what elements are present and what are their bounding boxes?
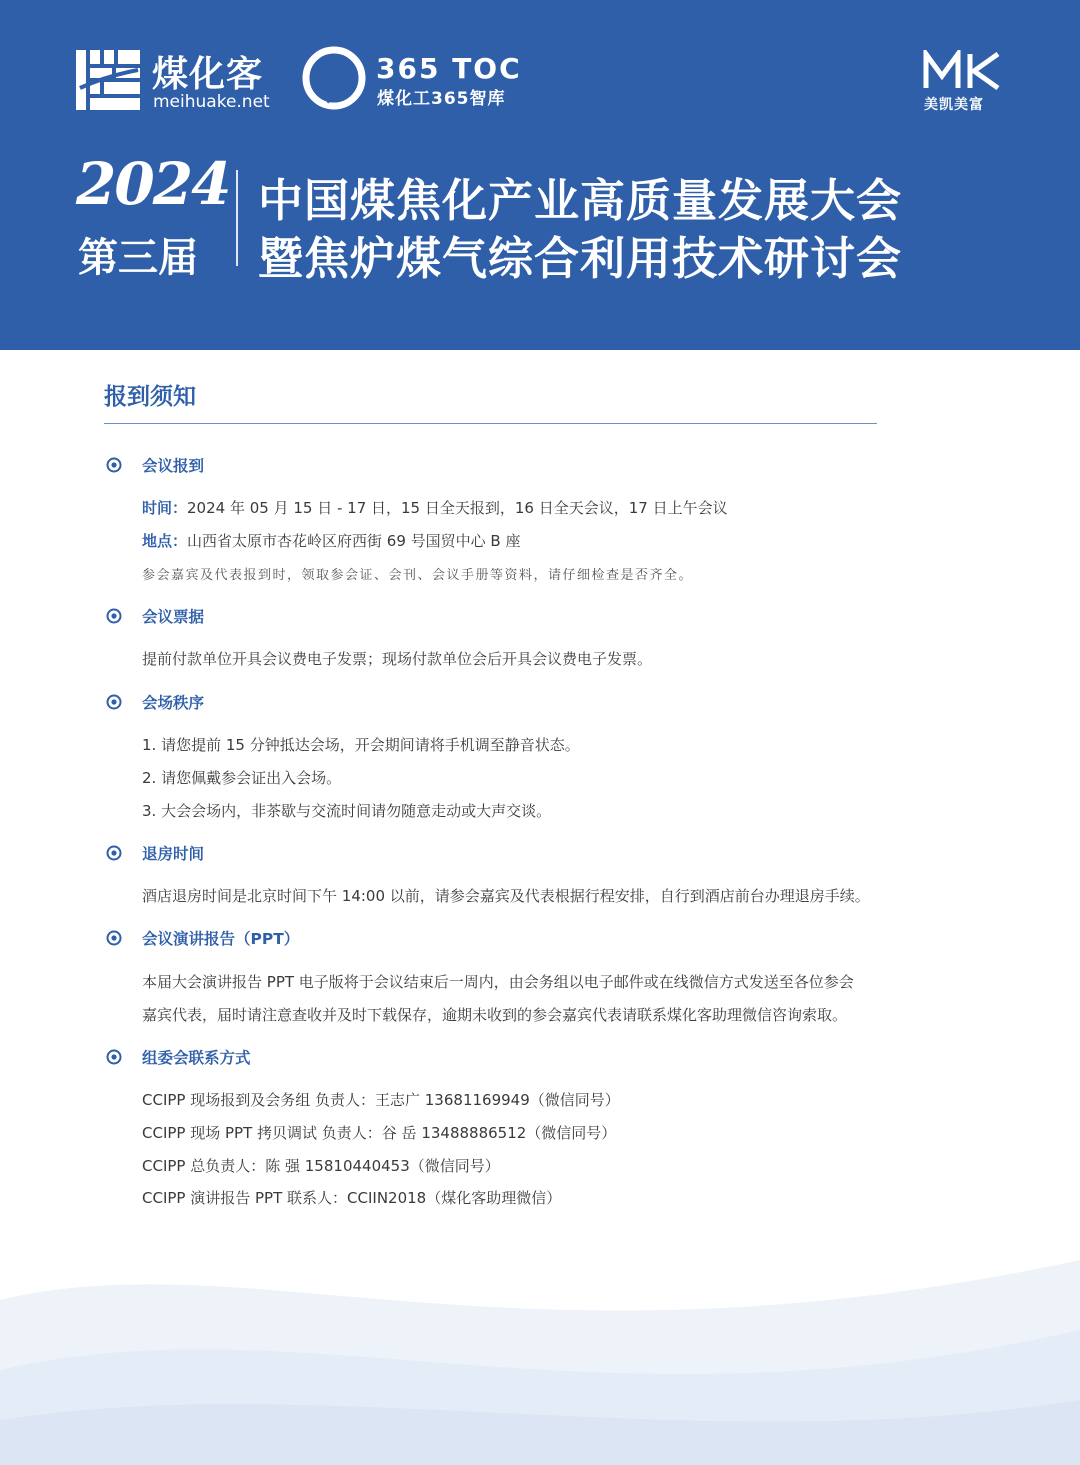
checkout-text: 酒店退房时间是北京时间下午 14:00 以前，请参会嘉宾及代表根据行程安排，自行到酒店前台办理退房手续。	[142, 887, 870, 905]
meihuake-logo-icon	[76, 48, 140, 112]
section-title-contact: 组委会联系方式	[142, 1049, 251, 1067]
target-bullet-icon	[106, 457, 122, 473]
section-title-checkin: 会议报到	[142, 457, 205, 475]
checkin-note: 参会嘉宾及代表报到时，领取参会证、会刊、会议手册等资料，请仔细检查是否齐全。	[142, 568, 694, 583]
background-wave-decoration	[0, 1180, 1080, 1465]
order-item-2: 2. 请您佩戴参会证出入会场。	[142, 769, 342, 787]
invoice-text: 提前付款单位开具会议费电子发票；现场付款单位会后开具会议费电子发票。	[142, 650, 653, 668]
target-bullet-icon	[106, 608, 122, 624]
ppt-text-line1: 本届大会演讲报告 PPT 电子版将于会议结束后一周内，由会务组以电子邮件或在线微信方式发送至各位参会	[142, 973, 854, 991]
logo-meihuake	[76, 44, 270, 114]
contact-line-1: CCIPP 现场报到及会务组 负责人：王志广 13681169949（微信同号）	[142, 1091, 620, 1109]
logo-365toc	[300, 44, 530, 114]
logo-mk	[918, 50, 1008, 114]
toc-subtitle: 煤化工365智库	[377, 89, 506, 109]
checkin-place	[142, 530, 520, 551]
time-value: 2024 年 05 月 15 日 - 17 日，15 日全天报到，16 日全天会议，17 日上午会议	[187, 499, 728, 517]
target-bullet-icon	[106, 1049, 122, 1065]
contact-line-4: CCIPP 演讲报告 PPT 联系人：CCIIN2018（煤化客助理微信）	[142, 1189, 562, 1207]
section-title-order: 会场秩序	[142, 694, 205, 712]
heading-divider	[104, 423, 877, 424]
mk-logo-icon	[922, 50, 1002, 90]
ppt-text-line2: 嘉宾代表，届时请注意查收并及时下载保存，逾期未收到的参会嘉宾代表请联系煤化客助理微信咨询索取。	[142, 1006, 848, 1024]
contact-line-2: CCIPP 现场 PPT 拷贝调试 负责人：谷 岳 13488886512（微信同号）	[142, 1124, 617, 1142]
order-item-3: 3. 大会会场内，非茶歇与交流时间请勿随意走动或大声交谈。	[142, 802, 552, 820]
meihuake-url: meihuake.net	[153, 92, 270, 112]
meihuake-name: 煤化客	[152, 54, 264, 95]
toc-title: 365 TOC	[376, 52, 522, 85]
target-bullet-icon	[106, 930, 122, 946]
place-label: 地点：	[142, 532, 188, 550]
target-bullet-icon	[106, 845, 122, 861]
section-title-invoice: 会议票据	[142, 608, 205, 626]
header-banner	[0, 0, 1080, 350]
time-label: 时间：	[142, 499, 188, 517]
mk-subtitle: 美凯美富	[924, 97, 984, 113]
year-script: 2024	[76, 150, 230, 218]
section-title-checkout: 退房时间	[142, 845, 205, 863]
conference-title-line1: 中国煤焦化产业高质量发展大会	[258, 174, 903, 227]
edition-label: 第三届	[78, 235, 198, 281]
section-title-ppt: 会议演讲报告（PPT）	[142, 930, 300, 948]
page-heading: 报到须知	[104, 384, 196, 410]
order-item-1: 1. 请您提前 15 分钟抵达会场，开会期间请将手机调至静音状态。	[142, 736, 580, 754]
toc-logo-icon	[300, 44, 368, 112]
place-value: 山西省太原市杏花岭区府西街 69 号国贸中心 B 座	[187, 532, 521, 550]
title-divider	[236, 170, 238, 266]
checkin-time	[142, 497, 728, 518]
conference-title-line2: 暨焦炉煤气综合利用技术研讨会	[258, 232, 903, 285]
contact-line-3: CCIPP 总负责人：陈 强 15810440453（微信同号）	[142, 1157, 500, 1175]
target-bullet-icon	[106, 694, 122, 710]
